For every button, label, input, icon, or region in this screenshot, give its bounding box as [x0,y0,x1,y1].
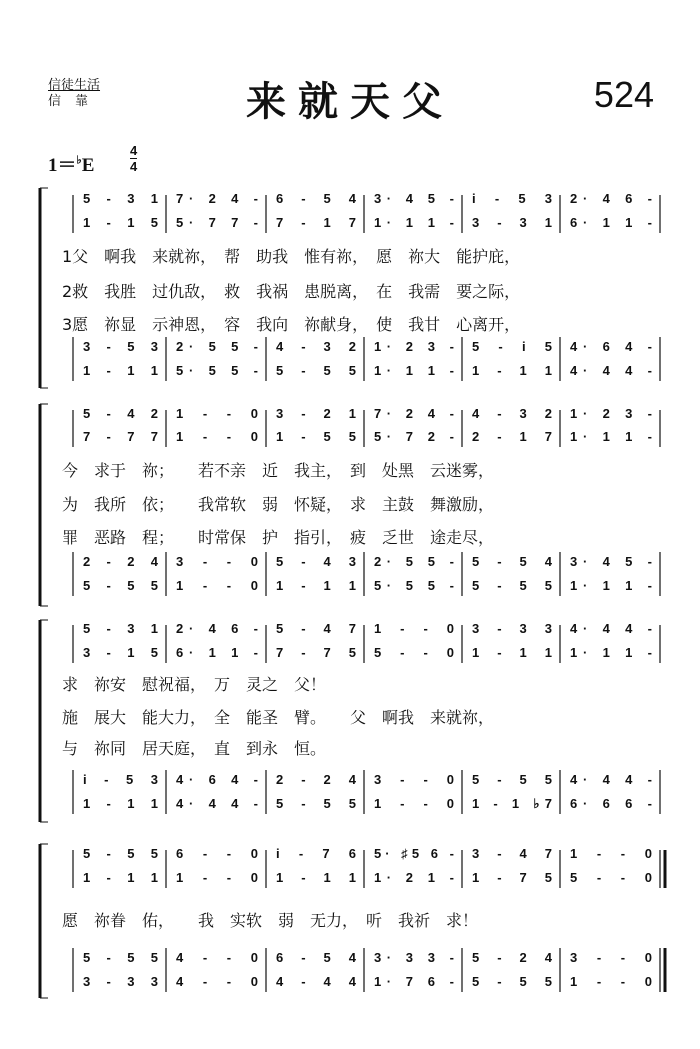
note-group: i - 7 6 [276,846,356,861]
lyric-line: 为 我所 依； 我常软 弱 怀疑， 求 主鼓 舞激励， [62,495,495,514]
note-group: 1· 2 3 - [570,406,652,421]
note-group: 6· 1 1 - [176,645,258,660]
note-group: 3 - - 0 [570,950,652,965]
note-group: 4 - 3 2 [472,406,552,421]
note-group: 5 - 5 5 [83,950,158,965]
note-group: 5 - 5 5 [83,578,158,593]
note-group: 5 - 5 5 [276,796,356,811]
hymn-number: 524 [593,74,654,115]
note-group: 1· 1 1 - [570,429,652,444]
note-group: 4· 4 4 - [176,796,258,811]
lyric-line: 罪 恶路 程； 时常保 护 指引， 疲 乏世 途走尽， [62,528,495,547]
note-group: 1 - - 0 [570,846,652,861]
category-line-2: 信靠 [48,94,103,109]
note-group: 4 - 4 4 [276,974,356,989]
note-group: 1 - 5 5 [276,429,356,444]
hymn-title: 来就天父 [246,79,454,125]
time-sig-bottom: 4 [130,159,138,174]
lyric-line: 今 求于 祢； 若不亲 近 我主， 到 处黑 云迷雾， [62,461,495,480]
note-group: 5· 7 7 - [176,215,258,230]
note-group: 1· 7 6 - [374,974,454,989]
note-group: 1 - 1 1 [83,796,158,811]
note-group: 4· 4 4 - [570,772,652,787]
note-group: 3 - 5 3 [83,339,158,354]
note-group: 1· 1 1 - [570,645,652,660]
note-group: 2 - 2 4 [83,554,158,569]
note-group: 4 - - 0 [176,974,258,989]
note-group: 1 - 1 ♭7 [472,796,552,811]
note-group: 5· 7 2 - [374,429,454,444]
note-group: 4· 4 4 - [570,363,652,378]
note-group: 1 - 1 1 [276,870,356,885]
note-group: 3· 4 5 - [374,191,454,206]
note-group: 5· 5 5 - [176,363,258,378]
note-group: 7· 2 4 - [176,191,258,206]
note-group: 2· 4 6 - [570,191,652,206]
note-group: 7 - 7 7 [83,429,158,444]
key-letter: E [81,155,95,176]
note-group: 3· 4 5 - [570,554,652,569]
note-group: 5 - 5 5 [472,578,552,593]
note-group: 5 - 5 5 [83,846,158,861]
note-group: 1 - - 0 [176,429,258,444]
note-group: 7 - 7 5 [276,645,356,660]
note-group: 5 - - 0 [570,870,652,885]
lyric-line: 施 展大 能大力， 全 能圣 臂。 父 啊我 来就祢， [62,708,495,727]
note-group: 5· 5 5 - [374,578,454,593]
note-group: 1 - 1 1 [472,645,552,660]
note-group: 1 - 1 1 [276,578,356,593]
note-group: 5 - 3 1 [83,621,158,636]
note-group: 4· 6 4 - [570,339,652,354]
note-group: 5 - 5 5 [276,363,356,378]
note-group: 1 - 1 1 [472,363,552,378]
note-group: 1 - - 0 [176,406,258,421]
note-group: 3 - 3 1 [472,215,552,230]
note-group: 5 - 4 3 [276,554,356,569]
note-group: 5 - 3 1 [83,191,158,206]
note-group: 5 - - 0 [374,645,454,660]
note-group: 3 - 2 1 [276,406,356,421]
note-group: i - 5 3 [472,191,552,206]
note-group: 1 - - 0 [176,870,258,885]
note-group: 7 - 1 7 [276,215,356,230]
key-prefix: 1＝ [48,155,77,176]
note-group: 1 - 7 5 [472,870,552,885]
note-group: 4 - 3 2 [276,339,356,354]
note-group: 1 - 1 1 [83,363,158,378]
note-group: 6· 6 6 - [570,796,652,811]
note-group: 5 - 5 5 [472,974,552,989]
lyric-line: 与 祢同 居天庭， 直 到永 恒。 [62,739,327,758]
note-group: 3 - 1 5 [83,645,158,660]
note-group: 2· 5 5 - [176,339,258,354]
note-group: 1· 1 1 - [570,578,652,593]
note-group: 2 - 1 7 [472,429,552,444]
note-group: 6 - 5 4 [276,191,356,206]
note-group: 2· 5 5 - [374,554,454,569]
note-group: 5 - 4 7 [276,621,356,636]
note-group: 4· 4 4 - [570,621,652,636]
note-group: 3 - 3 3 [83,974,158,989]
lyric-line: 3愿 祢显 示神恩， 容 我向 祢献身， 使 我甘 心离开， [62,315,521,334]
note-group: 4· 6 4 - [176,772,258,787]
note-group: 7· 2 4 - [374,406,454,421]
note-group: 1 - 1 5 [83,215,158,230]
note-group: 1· 2 1 - [374,870,454,885]
lyric-line: 愿 祢眷 佑， 我 实软 弱 无力， 听 我祈 求！ [62,911,479,930]
note-group: 1 - - 0 [176,578,258,593]
note-group: 1· 1 1 - [374,363,454,378]
note-group: 3 - - 0 [374,772,454,787]
note-group: 1 - - 0 [374,621,454,636]
note-group: 4 - - 0 [176,950,258,965]
note-group: 5 - 5 4 [472,554,552,569]
note-group: 5 - 4 2 [83,406,158,421]
note-group: 1 - - 0 [570,974,652,989]
note-group: i - 5 3 [83,772,158,787]
note-group: 2 - 2 4 [276,772,356,787]
note-group: 3 - - 0 [176,554,258,569]
lyric-line: 2救 我胜 过仇敌， 救 我祸 患脱离， 在 我需 要之际， [62,282,521,301]
note-group: 1· 2 3 - [374,339,454,354]
time-sig-top: 4 [130,143,138,158]
note-group: 6 - - 0 [176,846,258,861]
note-group: 5 - 5 5 [472,772,552,787]
note-group: 1 - 1 1 [83,870,158,885]
category-line-1: 信徒生活 [48,78,101,93]
note-group: 1· 1 1 - [374,215,454,230]
note-group: 6 - 5 4 [276,950,356,965]
note-group: 3· 3 3 - [374,950,454,965]
note-group: 3 - 4 7 [472,846,552,861]
lyric-line: 求 祢安 慰祝福， 万 灵之 父！ [62,675,327,694]
note-group: 5· ♯5 6 - [374,846,454,861]
note-group: 5 - 2 4 [472,950,552,965]
flat-accidental: ♭ [76,154,82,167]
note-group: 3 - 3 3 [472,621,552,636]
note-group: 5 - i 5 [472,339,552,354]
note-group: 2· 4 6 - [176,621,258,636]
note-group: 6· 1 1 - [570,215,652,230]
lyric-line: 1父 啊我 来就祢， 帮 助我 惟有祢， 愿 祢大 能护庇， [62,247,521,266]
note-group: 1 - - 0 [374,796,454,811]
